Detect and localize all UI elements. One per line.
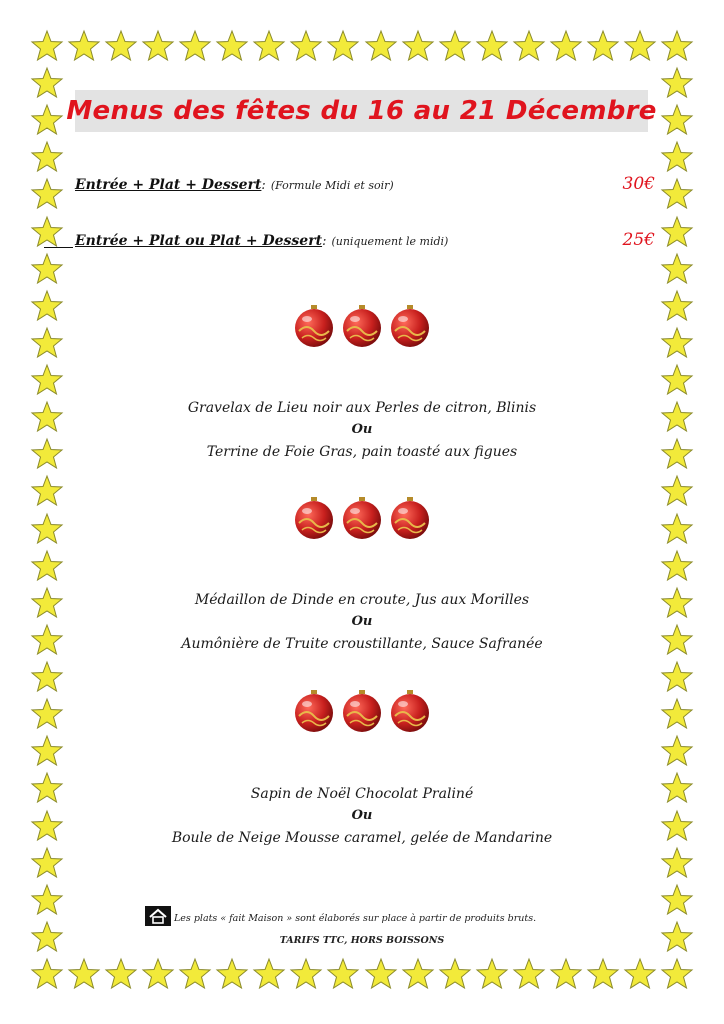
star-icon — [30, 289, 64, 323]
star-icon — [30, 29, 64, 63]
star-icon — [549, 29, 583, 63]
star-icon — [30, 846, 64, 880]
star-icon — [623, 29, 657, 63]
course-or: Ou — [351, 422, 373, 437]
formula-name: Entrée + Plat + Dessert — [75, 177, 262, 193]
course-option: Médaillon de Dinde en croute, Jus aux Morilles — [194, 592, 530, 608]
star-icon — [30, 771, 64, 805]
star-icon — [30, 623, 64, 657]
star-icon — [660, 623, 694, 657]
course-or: Ou — [351, 614, 373, 629]
course-option: Aumônière de Truite croustillante, Sauce Safranée — [181, 636, 543, 652]
star-icon — [660, 474, 694, 508]
star-icon — [475, 29, 509, 63]
star-icon — [586, 957, 620, 991]
star-icon — [289, 29, 323, 63]
star-icon — [141, 957, 175, 991]
star-icon — [549, 957, 583, 991]
star-icon — [30, 400, 64, 434]
star-icon — [660, 252, 694, 286]
fait-maison-logo-icon — [145, 906, 171, 926]
star-icon — [67, 29, 101, 63]
star-icon — [660, 660, 694, 694]
star-icon — [512, 29, 546, 63]
formula-note: (Formule Midi et soir) — [270, 179, 394, 192]
star-icon — [30, 957, 64, 991]
course-option: Boule de Neige Mousse caramel, gelée de Mandarine — [171, 830, 553, 846]
star-icon — [660, 363, 694, 397]
ornament-group — [292, 305, 432, 349]
star-icon — [660, 771, 694, 805]
star-icon — [364, 29, 398, 63]
star-icon — [438, 957, 472, 991]
christmas-bauble-icon — [343, 690, 381, 732]
star-icon — [30, 512, 64, 546]
ornament-group — [292, 690, 432, 734]
star-icon — [660, 66, 694, 100]
star-icon — [660, 437, 694, 471]
star-icon — [660, 734, 694, 768]
star-icon — [178, 957, 212, 991]
star-icon — [30, 363, 64, 397]
footer-note: Les plats « fait Maison » sont élaborés sur place à partir de produits bruts. — [174, 913, 537, 924]
christmas-bauble-icon — [391, 305, 429, 347]
star-icon — [30, 809, 64, 843]
star-icon — [30, 697, 64, 731]
star-icon — [30, 474, 64, 508]
course-starters — [62, 397, 662, 463]
star-icon — [660, 697, 694, 731]
star-icon — [660, 883, 694, 917]
star-icon — [326, 957, 360, 991]
formula-colon: : — [322, 234, 327, 249]
course-option: Gravelax de Lieu noir aux Perles de citron, Blinis — [187, 400, 537, 416]
formula-note: (uniquement le midi) — [331, 235, 449, 248]
star-icon — [660, 215, 694, 249]
star-icon — [30, 734, 64, 768]
star-icon — [30, 920, 64, 954]
course-desserts — [62, 783, 662, 849]
course-or: Ou — [351, 808, 373, 823]
star-icon — [30, 177, 64, 211]
star-icon — [512, 957, 546, 991]
formula-price: 25€ — [622, 230, 655, 250]
star-icon — [660, 289, 694, 323]
formula-row-1 — [75, 174, 655, 200]
star-icon — [660, 809, 694, 843]
star-icon — [401, 29, 435, 63]
course-option: Terrine de Foie Gras, pain toasté aux figues — [206, 444, 518, 460]
star-icon — [660, 549, 694, 583]
course-mains — [62, 589, 662, 655]
star-icon — [30, 549, 64, 583]
star-icon — [141, 29, 175, 63]
star-icon — [660, 920, 694, 954]
formula-price: 30€ — [622, 174, 655, 194]
star-icon — [178, 29, 212, 63]
star-icon — [215, 957, 249, 991]
christmas-bauble-icon — [343, 305, 381, 347]
star-icon — [30, 252, 64, 286]
star-icon — [104, 29, 138, 63]
star-icon — [30, 437, 64, 471]
star-icon — [364, 957, 398, 991]
star-icon — [30, 215, 64, 249]
title-banner — [66, 90, 657, 132]
star-icon — [660, 140, 694, 174]
ornament-group — [292, 497, 432, 541]
star-icon — [30, 103, 64, 137]
star-icon — [660, 103, 694, 137]
star-icon — [30, 326, 64, 360]
star-icon — [660, 29, 694, 63]
formula-name: Entrée + Plat ou Plat + Dessert — [75, 233, 323, 249]
page-title: Menus des fêtes du 16 au 21 Décembre — [66, 96, 657, 126]
star-icon — [252, 29, 286, 63]
dash-line — [44, 247, 73, 248]
star-icon — [660, 512, 694, 546]
star-icon — [660, 326, 694, 360]
star-icon — [289, 957, 323, 991]
star-icon — [252, 957, 286, 991]
star-icon — [67, 957, 101, 991]
star-icon — [30, 586, 64, 620]
christmas-bauble-icon — [295, 497, 333, 539]
star-icon — [104, 957, 138, 991]
star-icon — [30, 66, 64, 100]
star-icon — [30, 883, 64, 917]
star-icon — [660, 400, 694, 434]
star-icon — [30, 660, 64, 694]
star-icon — [660, 957, 694, 991]
christmas-bauble-icon — [391, 690, 429, 732]
star-icon — [30, 140, 64, 174]
star-icon — [660, 846, 694, 880]
star-icon — [660, 177, 694, 211]
footer-tarifs: TARIFS TTC, HORS BOISSONS — [279, 935, 445, 946]
christmas-bauble-icon — [391, 497, 429, 539]
star-icon — [326, 29, 360, 63]
star-icon — [401, 957, 435, 991]
star-icon — [586, 29, 620, 63]
christmas-bauble-icon — [295, 305, 333, 347]
christmas-bauble-icon — [343, 497, 381, 539]
star-icon — [215, 29, 249, 63]
star-icon — [438, 29, 472, 63]
star-icon — [660, 586, 694, 620]
christmas-bauble-icon — [295, 690, 333, 732]
star-icon — [475, 957, 509, 991]
formula-row-2 — [75, 230, 655, 256]
formula-colon: : — [261, 178, 266, 193]
course-option: Sapin de Noël Chocolat Praliné — [250, 786, 474, 802]
star-icon — [623, 957, 657, 991]
